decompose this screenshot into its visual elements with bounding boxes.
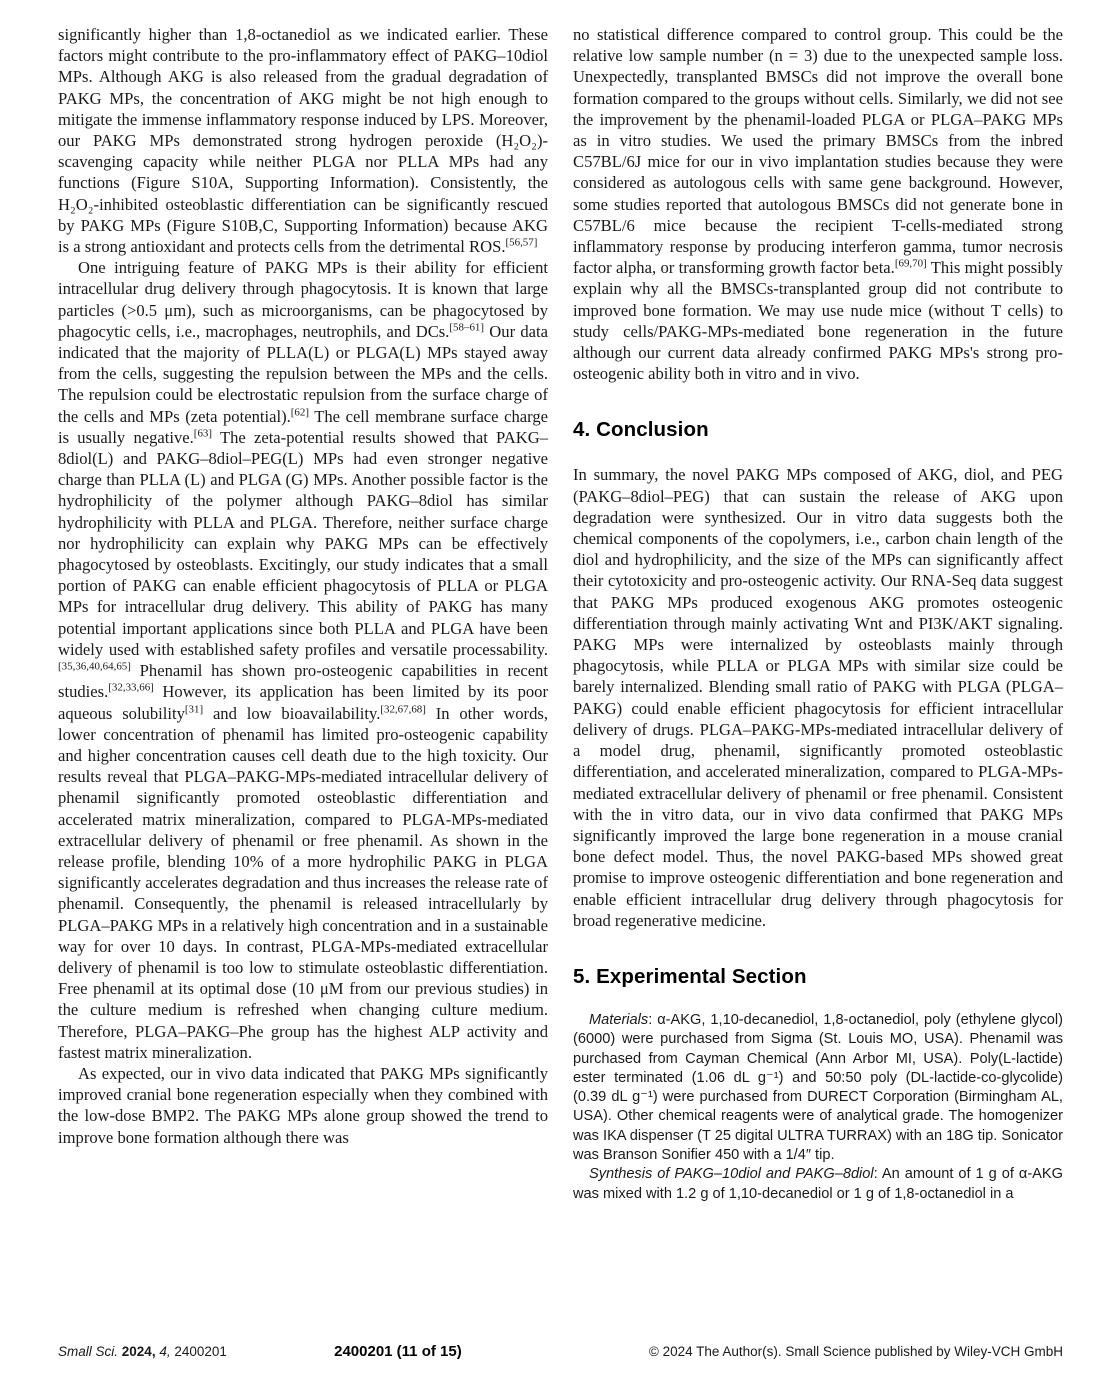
footer-article-number: 2400201	[174, 1344, 227, 1359]
body-paragraph: significantly higher than 1,8-octanediol as we indicated earlier. These factors might contribute to the pro-inflammatory effect of PAKG–10diol MPs. Although AKG is also released from the gradual degradation of PAKG MPs, the concentration of AKG might be not high enough to mitigate the immense inflammatory response induced by LPS. Moreover, our PAKG MPs demonstrated strong hydrogen peroxide (H₂O₂)-scavenging capacity while neither PLGA nor PLLA MPs had any functions (Figure S10A, Supporting Information). Consistently, the H₂O₂-inhibited osteoblastic differentiation can be significantly rescued by PAKG MPs (Figure S10B,C, Supporting Information) because AKG is a strong antioxidant and protects cells from the detrimental ROS.[56,57]	[58, 25, 548, 257]
page-footer	[58, 1343, 1063, 1360]
materials-paragraph	[573, 1011, 1063, 1165]
footer-page-number: 2400201 (11 of 15)	[334, 1343, 462, 1360]
synthesis-paragraph	[573, 1165, 1063, 1204]
section-heading-experimental: 5. Experimental Section	[573, 964, 807, 988]
materials-lead-label: Materials	[589, 1011, 649, 1028]
body-paragraph: One intriguing feature of PAKG MPs is their ability for efficient intracellular drug delivery through phagocytosis. It is known that large particles (>0.5 μm), such as microorganisms, can be phagocytosed by phagocytic cells, i.e., macrophages, neutrophils, and DCs.[58–61] Our data indicated that the majority of PLLA(L) or PLGA(L) MPs stayed away from the cells, suggesting the repulsion between the MPs and the cells. The repulsion could be electrostatic repulsion from the surface charge of the cells and MPs (zeta potential).[62] The cell membrane surface charge is usually negative.[63] The zeta-potential results showed that PAKG–8diol(L) and PAKG–8diol–PEG(L) MPs had even stronger negative charge than PLLA (L) and PLGA (G) MPs. Another possible factor is the hydrophilicity of the polymer although PAKG–8diol has similar hydrophilicity with PLLA and PLGA. Therefore, neither surface charge nor hydrophilicity can explain why PAKG MPs can be effectively phagocytosed by osteoblasts. Excitingly, our study indicates that a small portion of PAKG can enable efficient phagocytosis of PLLA or PLGA MPs for intracellular drug delivery. This ability of PAKG has many potential important applications since both PLLA and PLGA have been widely used with established safety profiles and versatile processability.[35,36,40,64,65] Phenamil has shown pro-osteogenic capabilities in recent studies.[32,33,66] However, its application has been limited by its poor aqueous solubility[31] and low bioavailability.[32,67,68] In other words, lower concentration of phenamil has limited pro-osteogenic capability and higher concentration causes cell death due to the high toxicity. Our results reveal that PLGA–PAKG-MPs-mediated intracellular delivery of phenamil significantly promoted osteoblastic differentiation and accelerated matrix mineralization, compared to PLGA-MPs-mediated extracellular delivery of phenamil or free phenamil. As shown in the release profile, blending 10% of a more hydrophilic PAKG in PLGA significantly accelerates degradation and thus increases the release rate of phenamil. Consequently, the phenamil is released intracellularly by PLGA–PAKG MPs in a relatively high concentration and in a sustainable way for over 10 days. In contrast, PLGA-MPs-mediated extracellular delivery of phenamil is too low to stimulate osteoblastic differentiation. Free phenamil at its optimal dose (10 μM from our previous studies) in the culture medium is refreshed when changing culture medium. Therefore, PLGA–PAKG–Phe group has the highest ALP activity and fastest matrix mineralization.	[58, 258, 548, 1062]
two-column-layout	[58, 24, 1063, 1204]
synthesis-lead-label: Synthesis of PAKG–10diol and PAKG–8diol	[589, 1166, 874, 1183]
footer-journal-name: Small Sci.	[58, 1344, 119, 1359]
body-paragraph: no statistical difference compared to control group. This could be the relative low sample number (n = 3) due to the unexpected sample loss. Unexpectedly, transplanted BMSCs did not improve the overall bone formation compared to the groups without cells. Similarly, we did not see the improvement by the phenamil-loaded PLGA or PLGA–PAKG MPs as in vitro studies. We used the primary BMSCs from the inbred C57BL/6J mice for our in vivo implantation studies because they were considered as autologous cells with same gene background. However, some studies reported that autologous BMSCs did not generate bone in C57BL/6 mice because the recipient T-cells-mediated strong inflammatory response by producing interferon gamma, tumor necrosis factor alpha, or transforming growth factor beta.[69,70] This might possibly explain why all the BMSCs-transplanted group did not contribute to improved bone formation. We may use nude mice (without T cells) to study cells/PAKG-MPs-mediated bone regeneration in the future although our current data already confirmed PAKG MPs's strong pro-osteogenic ability both in vitro and in vivo.	[573, 25, 1063, 384]
right-column	[573, 24, 1063, 1204]
conclusion-paragraph: In summary, the novel PAKG MPs composed of AKG, diol, and PEG (PAKG–8diol–PEG) that can sustain the release of AKG upon degradation were synthesized. Our in vitro data suggests both the chemical components of the copolymers, i.e., carbon chain length of the diol and hydrophilicity, and the size of the MPs can significantly affect their cytotoxicity and pro-osteogenic activity. Our RNA-Seq data suggest that PAKG MPs produced exogenous AKG promotes osteogenic differentiation through mainly activating Wnt and PI3K/AKT signaling. PAKG MPs were internalized by osteoblasts mainly through phagocytosis, while PLLA or PLGA MPs with similar size could be barely internalized. Blending small ratio of PAKG with PLGA (PLGA–PAKG) could enable efficient phagocytosis for efficient intracellular delivery of drugs. PLGA–PAKG-MPs-mediated intracellular delivery of a model drug, phenamil, significantly promoted osteoblastic differentiation, and accelerated mineralization, compared to PLGA-MPs-mediated extracellular delivery of phenamil or free phenamil. Consistent with the in vitro data, our in vivo data confirmed that PAKG MPs significantly improved the large bone regeneration in a mouse cranial bone defect model. Thus, the novel PAKG-based MPs showed great promise to improve osteogenic differentiation and bone regeneration and enable efficient intracellular drug delivery through phagocytosis for broad regenerative medicine.	[573, 465, 1063, 930]
footer-copyright: © 2024 The Author(s). Small Science published by Wiley-VCH GmbH	[648, 1344, 1063, 1359]
footer-citation	[58, 1344, 227, 1359]
synthesis-text: : An amount of 1 g of α-AKG was mixed with 1.2 g of 1,10-decanediol or 1 g of 1,8-octanediol in a	[573, 1166, 1063, 1202]
footer-volume: 4,	[159, 1344, 171, 1359]
materials-text: : α-AKG, 1,10-decanediol, 1,8-octanediol, poly (ethylene glycol) (6000) were purchased from Sigma (St. Louis MO, USA). Phenamil was purchased from Cayman Chemical (Ann Arbor MI, USA). Poly(L-lactide) ester terminated (1.06 dL g⁻¹) and 50:50 poly (DL-lactide-co-glycolide) (0.39 dL g⁻¹) were purchased from DURECT Corporation (Birmingham AL, USA). Other chemical reagents were of analytical grade. The homogenizer was IKA dispenser (T 25 digital ULTRA TURRAX) with an 18G tip. Sonicator was Branson Sonifier 450 with a 1/4″ tip.	[573, 1011, 1063, 1163]
section-heading-conclusion: 4. Conclusion	[573, 418, 709, 442]
footer-year: 2024,	[121, 1344, 156, 1359]
body-paragraph: As expected, our in vivo data indicated that PAKG MPs significantly improved cranial bone regeneration especially when they combined with the low-dose BMP2. The PAKG MPs alone group showed the trend to improve bone formation although there was	[58, 1063, 548, 1147]
left-column	[58, 24, 548, 1204]
